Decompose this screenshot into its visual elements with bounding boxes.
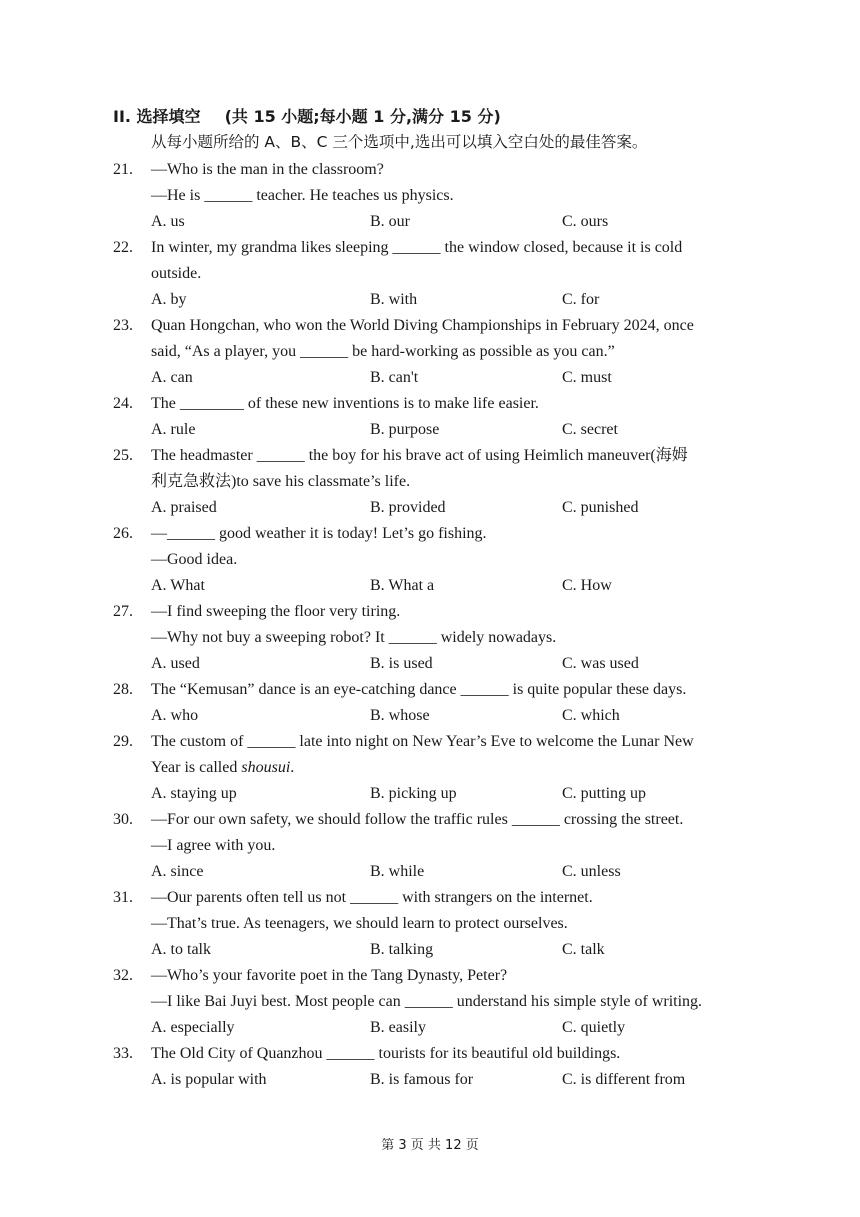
answer-options bbox=[113, 495, 793, 521]
option-a: A. staying up bbox=[151, 785, 237, 802]
question-text: —I like Bai Juyi best. Most people can ______ understand his simple style of writing. bbox=[151, 993, 703, 1010]
question-number: 25. bbox=[113, 447, 133, 464]
option-a: A. by bbox=[151, 291, 187, 308]
option-c: C. How bbox=[562, 577, 612, 594]
question-number: 31. bbox=[113, 889, 133, 906]
question-line bbox=[113, 443, 793, 469]
question-text: The custom of ______ late into night on New Year’s Eve to welcome the Lunar New bbox=[151, 733, 694, 750]
answer-options bbox=[113, 287, 793, 313]
question-text: —He is ______ teacher. He teaches us physics. bbox=[151, 187, 454, 204]
option-c: C. which bbox=[562, 707, 620, 724]
option-b: B. with bbox=[370, 291, 418, 308]
question-number: 33. bbox=[113, 1045, 133, 1062]
question-line bbox=[113, 833, 793, 859]
question-line bbox=[113, 1041, 793, 1067]
section-instruction: 从每小题所给的 A、B、C 三个选项中,选出可以填入空白处的最佳答案。 bbox=[151, 133, 648, 151]
question-line bbox=[113, 807, 793, 833]
option-c: C. must bbox=[562, 369, 612, 386]
question-text: —______ good weather it is today! Let’s go fishing. bbox=[151, 525, 487, 542]
answer-options bbox=[113, 859, 793, 885]
question-line bbox=[113, 183, 793, 209]
question-text: —Our parents often tell us not ______ with strangers on the internet. bbox=[151, 889, 593, 906]
option-a: A. is popular with bbox=[151, 1071, 267, 1088]
option-a: A. What bbox=[151, 577, 205, 594]
option-b: B. What a bbox=[370, 577, 435, 594]
option-b: B. can't bbox=[370, 369, 419, 386]
option-c: C. was used bbox=[562, 655, 639, 672]
page-footer: 第 3 页 共 12 页 bbox=[381, 1138, 479, 1153]
answer-options bbox=[113, 209, 793, 235]
question-24 bbox=[113, 391, 793, 443]
question-line bbox=[113, 963, 793, 989]
question-number: 23. bbox=[113, 317, 133, 334]
question-29 bbox=[113, 729, 793, 807]
option-c: C. quietly bbox=[562, 1019, 626, 1036]
answer-options bbox=[113, 1015, 793, 1041]
question-line bbox=[113, 313, 793, 339]
question-text: The “Kemusan” dance is an eye-catching dance ______ is quite popular these days. bbox=[151, 681, 687, 698]
option-b: B. is used bbox=[370, 655, 433, 672]
question-text: —I find sweeping the floor very tiring. bbox=[151, 603, 401, 620]
option-a: A. praised bbox=[151, 499, 217, 516]
answer-options bbox=[113, 937, 793, 963]
answer-options bbox=[113, 573, 793, 599]
option-b: B. picking up bbox=[370, 785, 457, 802]
question-text: 利克急救法)to save his classmate’s life. bbox=[151, 473, 411, 490]
option-c: C. secret bbox=[562, 421, 618, 438]
question-line bbox=[113, 391, 793, 417]
question-text: The ________ of these new inventions is to make life easier. bbox=[151, 395, 539, 412]
answer-options bbox=[113, 651, 793, 677]
option-c: C. ours bbox=[562, 213, 609, 230]
question-31 bbox=[113, 885, 793, 963]
question-line bbox=[113, 677, 793, 703]
question-line bbox=[113, 911, 793, 937]
question-text: In winter, my grandma likes sleeping ______ the window closed, because it is cold bbox=[151, 239, 683, 256]
question-line bbox=[113, 729, 793, 755]
option-b: B. talking bbox=[370, 941, 434, 958]
option-b: B. whose bbox=[370, 707, 430, 724]
question-line bbox=[113, 469, 793, 495]
question-text: —Good idea. bbox=[151, 551, 238, 568]
option-c: C. unless bbox=[562, 863, 621, 880]
question-28 bbox=[113, 677, 793, 729]
section-heading bbox=[113, 104, 501, 127]
question-line bbox=[113, 755, 793, 781]
option-a: A. used bbox=[151, 655, 200, 672]
question-text: —I agree with you. bbox=[151, 837, 276, 854]
option-a: A. since bbox=[151, 863, 204, 880]
question-33 bbox=[113, 1041, 793, 1093]
question-number: 24. bbox=[113, 395, 133, 412]
option-a: A. to talk bbox=[151, 941, 211, 958]
question-number: 27. bbox=[113, 603, 133, 620]
question-text: —Who’s your favorite poet in the Tang Dynasty, Peter? bbox=[151, 967, 508, 984]
question-text: outside. bbox=[151, 265, 202, 282]
question-text: The headmaster ______ the boy for his brave act of using Heimlich maneuver(海姆 bbox=[151, 447, 688, 464]
option-c: C. putting up bbox=[562, 785, 647, 802]
question-text: said, “As a player, you ______ be hard-working as possible as you can.” bbox=[151, 343, 615, 360]
answer-options bbox=[113, 417, 793, 443]
question-line bbox=[113, 521, 793, 547]
question-text: —Who is the man in the classroom? bbox=[151, 161, 384, 178]
question-line bbox=[113, 157, 793, 183]
question-number: 29. bbox=[113, 733, 133, 750]
question-line bbox=[113, 885, 793, 911]
question-line bbox=[113, 339, 793, 365]
option-b: B. our bbox=[370, 213, 410, 230]
option-c: C. for bbox=[562, 291, 600, 308]
question-line bbox=[113, 989, 793, 1015]
italic-term: shousui bbox=[241, 759, 291, 776]
option-a: A. who bbox=[151, 707, 199, 724]
answer-options bbox=[113, 703, 793, 729]
option-a: A. especially bbox=[151, 1019, 235, 1036]
option-a: A. can bbox=[151, 369, 193, 386]
option-a: A. us bbox=[151, 213, 185, 230]
question-text: —Why not buy a sweeping robot? It ______ widely nowadays. bbox=[151, 629, 557, 646]
question-22 bbox=[113, 235, 793, 313]
question-line bbox=[113, 261, 793, 287]
question-text: The Old City of Quanzhou ______ tourists for its beautiful old buildings. bbox=[151, 1045, 621, 1062]
option-b: B. is famous for bbox=[370, 1071, 474, 1088]
option-b: B. provided bbox=[370, 499, 446, 516]
section-scoring-rule: (共 15 小题;每小题 1 分,满分 15 分) bbox=[224, 107, 501, 126]
question-30 bbox=[113, 807, 793, 885]
question-27 bbox=[113, 599, 793, 677]
question-text: Year is called shousui. bbox=[151, 759, 295, 776]
question-line bbox=[113, 235, 793, 261]
question-text: —For our own safety, we should follow the traffic rules ______ crossing the street. bbox=[151, 811, 684, 828]
question-number: 22. bbox=[113, 239, 133, 256]
question-23 bbox=[113, 313, 793, 391]
question-number: 26. bbox=[113, 525, 133, 542]
question-number: 28. bbox=[113, 681, 133, 698]
option-a: A. rule bbox=[151, 421, 196, 438]
question-26 bbox=[113, 521, 793, 599]
option-c: C. is different from bbox=[562, 1071, 686, 1088]
option-b: B. while bbox=[370, 863, 425, 880]
option-b: B. purpose bbox=[370, 421, 440, 438]
answer-options bbox=[113, 1067, 793, 1093]
answer-options bbox=[113, 365, 793, 391]
question-number: 32. bbox=[113, 967, 133, 984]
question-text: Quan Hongchan, who won the World Diving Championships in February 2024, once bbox=[151, 317, 694, 334]
question-line bbox=[113, 547, 793, 573]
question-line bbox=[113, 599, 793, 625]
question-number: 30. bbox=[113, 811, 133, 828]
question-line bbox=[113, 625, 793, 651]
option-c: C. punished bbox=[562, 499, 639, 516]
question-21 bbox=[113, 157, 793, 235]
option-b: B. easily bbox=[370, 1019, 426, 1036]
section-title: II. 选择填空 bbox=[113, 107, 201, 126]
answer-options bbox=[113, 781, 793, 807]
question-text: —That’s true. As teenagers, we should learn to protect ourselves. bbox=[151, 915, 568, 932]
question-25 bbox=[113, 443, 793, 521]
question-32 bbox=[113, 963, 793, 1041]
question-number: 21. bbox=[113, 161, 133, 178]
option-c: C. talk bbox=[562, 941, 605, 958]
